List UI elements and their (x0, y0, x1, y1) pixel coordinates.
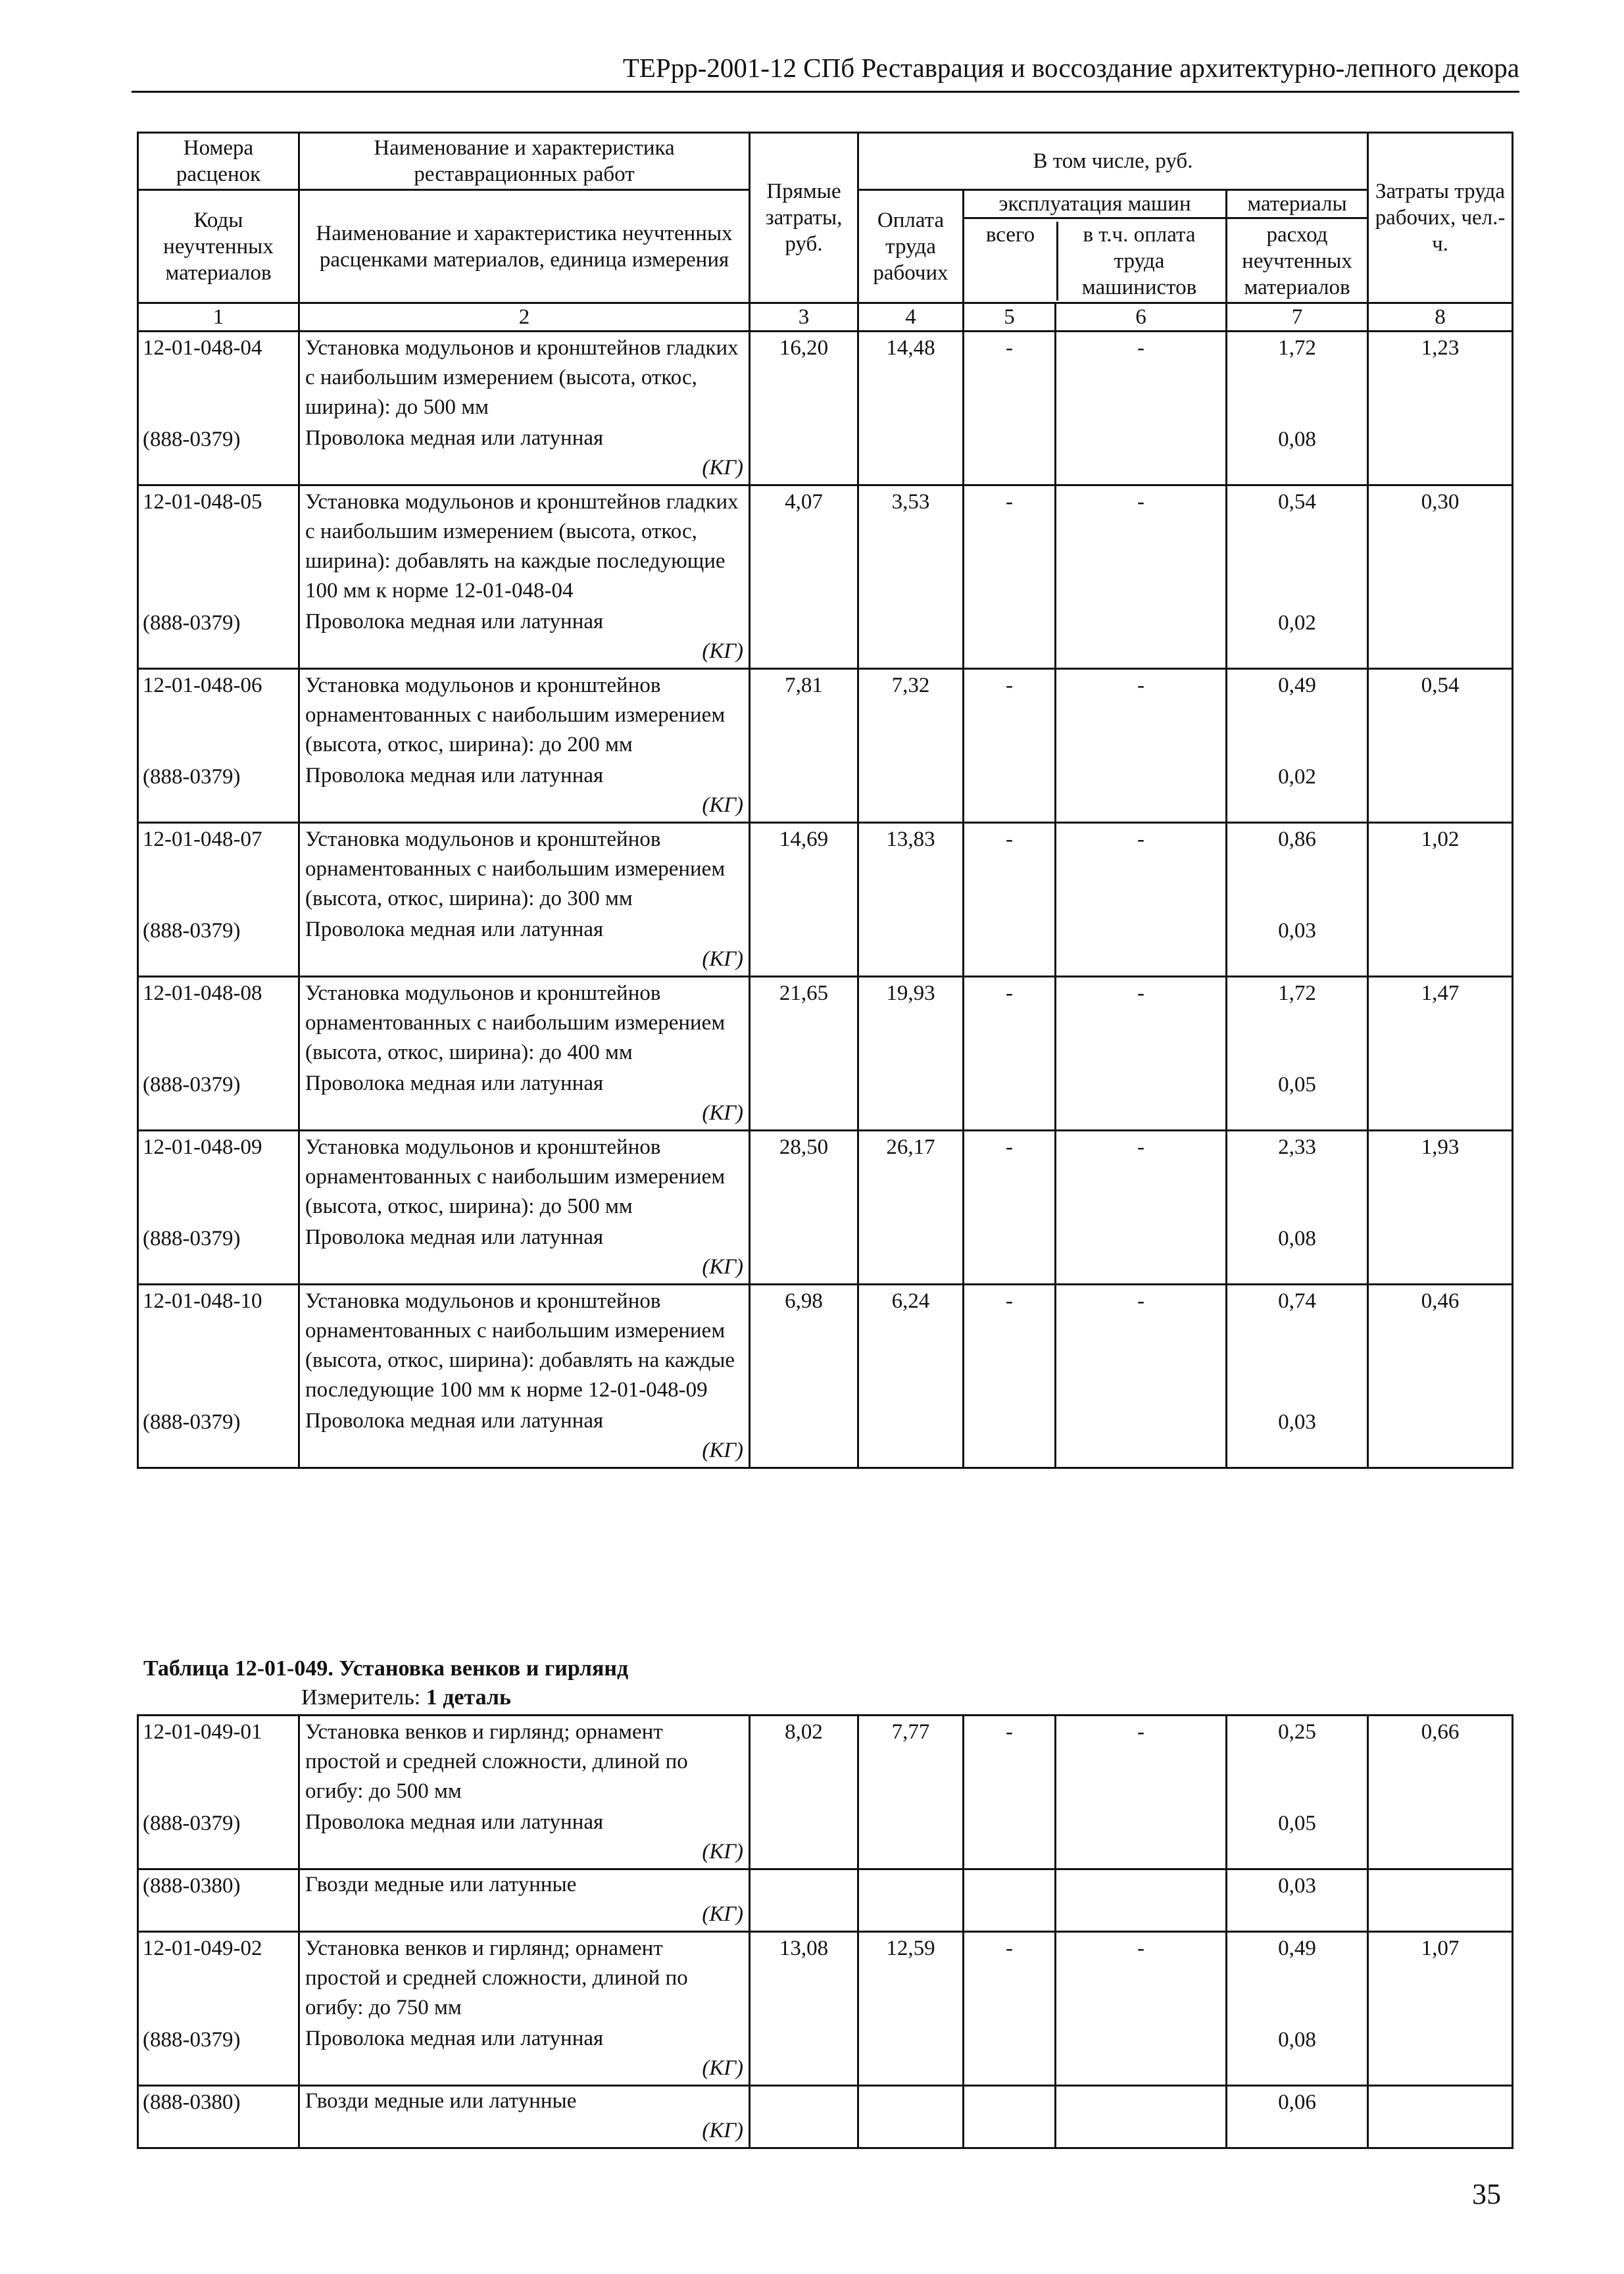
empty-cell (964, 2086, 1056, 2148)
rate-name: Установка венков и гирлянд; орнамент простой и средней сложности, длиной по огибу: до 500 мм (299, 1716, 750, 1808)
empty-cell (1368, 1406, 1513, 1468)
column-number: 5 (964, 303, 1056, 332)
material-unit: (КГ) (702, 639, 743, 663)
empty-cell (858, 761, 964, 823)
machines-total: - (964, 1285, 1056, 1407)
material-unit: (КГ) (702, 2119, 743, 2142)
machines-pay: - (1056, 669, 1227, 762)
empty-cell (964, 761, 1056, 823)
meter-label: Измеритель: (301, 1685, 421, 1710)
column-number: 8 (1368, 303, 1513, 332)
empty-cell (1368, 761, 1513, 823)
empty-cell (964, 607, 1056, 669)
empty-cell (1368, 915, 1513, 977)
labor-pay: 14,48 (858, 332, 964, 424)
col-code-bottom: Коды неучтенных материалов (138, 190, 299, 303)
material-qty: 0,03 (1227, 915, 1368, 977)
table-meter (143, 1683, 628, 1712)
empty-cell (858, 607, 964, 669)
material-row (138, 607, 1513, 669)
empty-cell (964, 1069, 1056, 1131)
material-code: (888-0379) (138, 1223, 299, 1285)
materials-cost: 1,72 (1227, 977, 1368, 1070)
col-machines (964, 190, 1227, 303)
column-numbers (138, 303, 1513, 332)
empty-cell (964, 424, 1056, 485)
machines-total: - (964, 1932, 1056, 2025)
direct-cost: 28,50 (750, 1131, 858, 1224)
page-header: ТЕРрр-2001-12 СПб Реставрация и воссоздание архитектурно-лепного декора (132, 51, 1519, 93)
direct-cost: 13,08 (750, 1932, 858, 2025)
machines-total: - (964, 1131, 1056, 1224)
empty-cell (964, 1406, 1056, 1468)
empty-cell (1368, 1808, 1513, 1869)
empty-cell (1056, 1069, 1227, 1131)
machines-pay: - (1056, 332, 1227, 424)
materials-cost: 0,25 (1227, 1716, 1368, 1808)
rate-code: 12-01-048-06 (138, 669, 299, 762)
labor-hours: 0,66 (1368, 1716, 1513, 1808)
material-code: (888-0379) (138, 424, 299, 485)
column-number: 1 (138, 303, 299, 332)
empty-cell (1368, 2086, 1513, 2148)
empty-cell (1056, 1223, 1227, 1285)
empty-cell (750, 1406, 858, 1468)
material-qty: 0,02 (1227, 607, 1368, 669)
empty-cell (750, 2024, 858, 2086)
machines-pay: - (1056, 1285, 1227, 1407)
col-materials-sub: расход неучтенных материалов (1242, 223, 1352, 299)
material-row (138, 2024, 1513, 2086)
material-name-text: Проволока медная или латунная (305, 918, 604, 941)
material-name-text: Проволока медная или латунная (305, 2027, 604, 2050)
col-labor: Затраты труда рабочих, чел.-ч. (1368, 133, 1513, 303)
materials-cost: 2,33 (1227, 1131, 1368, 1224)
rate-name: Установка модульонов и кронштейнов гладких с наибольшим измерением (высота, откос, ширина): добавлять на каждые последующие 100 мм к норме 12-01-048-04 (299, 485, 750, 608)
col-incl: В том числе, руб. (858, 133, 1368, 190)
material-row (138, 1069, 1513, 1131)
labor-pay: 3,53 (858, 485, 964, 608)
material-name (299, 607, 750, 669)
page-number: 35 (1472, 2178, 1501, 2210)
empty-cell (858, 1223, 964, 1285)
table-row (138, 669, 1513, 762)
table-caption (143, 1654, 628, 1712)
material-name (299, 1808, 750, 1869)
material-qty: 0,05 (1227, 1808, 1368, 1869)
col-name-bottom: Наименование и характеристика неучтенных расценками материалов, единица измерения (299, 190, 750, 303)
empty-cell (1056, 2024, 1227, 2086)
material-qty: 0,06 (1227, 2086, 1368, 2148)
empty-cell (858, 2024, 964, 2086)
table-row (138, 332, 1513, 424)
material-qty: 0,08 (1227, 424, 1368, 485)
empty-cell (1056, 424, 1227, 485)
table-row (138, 485, 1513, 608)
material-unit: (КГ) (702, 1840, 743, 1864)
table-row (138, 1131, 1513, 1224)
empty-cell (964, 1808, 1056, 1869)
material-name-text: Гвозди медные или латунные (305, 1873, 577, 1896)
rate-name: Установка модульонов и кронштейнов орнаментованных с наибольшим измерением (высота, откос, ширина): до 400 мм (299, 977, 750, 1070)
material-row (138, 915, 1513, 977)
material-name (299, 1869, 750, 1932)
empty-cell (1368, 1069, 1513, 1131)
empty-cell (964, 1869, 1056, 1932)
material-name-text: Гвозди медные или латунные (305, 2089, 577, 2113)
materials-cost: 0,74 (1227, 1285, 1368, 1407)
labor-hours: 0,30 (1368, 485, 1513, 608)
rate-code: 12-01-048-07 (138, 823, 299, 916)
material-code: (888-0379) (138, 1406, 299, 1468)
labor-hours: 1,47 (1368, 977, 1513, 1070)
empty-cell (964, 915, 1056, 977)
col-machines-total: всего (964, 222, 1058, 301)
material-name (299, 761, 750, 823)
labor-pay: 7,32 (858, 669, 964, 762)
rate-code: 12-01-049-01 (138, 1716, 299, 1808)
direct-cost: 6,98 (750, 1285, 858, 1407)
rate-name: Установка модульонов и кронштейнов гладких с наибольшим измерением (высота, откос, ширина): до 500 мм (299, 332, 750, 424)
labor-pay: 13,83 (858, 823, 964, 916)
material-unit: (КГ) (702, 1902, 743, 1926)
empty-cell (1056, 1808, 1227, 1869)
material-unit: (КГ) (702, 456, 743, 480)
empty-cell (1368, 1869, 1513, 1932)
labor-hours: 1,02 (1368, 823, 1513, 916)
machines-pay: - (1056, 1716, 1227, 1808)
table-title: Таблица 12-01-049. Установка венков и гирлянд (143, 1656, 629, 1681)
material-unit: (КГ) (702, 1101, 743, 1125)
empty-cell (858, 915, 964, 977)
machines-pay: - (1056, 823, 1227, 916)
empty-cell (858, 1406, 964, 1468)
rate-code: 12-01-049-02 (138, 1932, 299, 2025)
material-name-text: Проволока медная или латунная (305, 1072, 604, 1095)
material-name-text: Проволока медная или латунная (305, 610, 604, 633)
col-code-top: Номера расценок (138, 133, 299, 190)
material-name-text: Проволока медная или латунная (305, 426, 604, 450)
machines-total: - (964, 977, 1056, 1070)
materials-cost: 0,49 (1227, 669, 1368, 762)
direct-cost: 14,69 (750, 823, 858, 916)
empty-cell (1368, 607, 1513, 669)
material-code: (888-0379) (138, 2024, 299, 2086)
empty-cell (1368, 1223, 1513, 1285)
machines-total: - (964, 669, 1056, 762)
empty-cell (964, 2024, 1056, 2086)
labor-pay: 12,59 (858, 1932, 964, 2025)
table-row (138, 1716, 1513, 1808)
machines-total: - (964, 1716, 1056, 1808)
col-machines-pay: в т.ч. оплата труда машинистов (1081, 223, 1197, 299)
material-unit: (КГ) (702, 793, 743, 817)
labor-hours: 1,93 (1368, 1131, 1513, 1224)
labor-hours: 1,07 (1368, 1932, 1513, 2025)
material-row (138, 2086, 1513, 2148)
col-labor-pay: Оплата труда рабочих (858, 190, 964, 303)
table-row (138, 1932, 1513, 2025)
empty-cell (858, 2086, 964, 2148)
machines-total: - (964, 332, 1056, 424)
material-qty: 0,08 (1227, 2024, 1368, 2086)
column-number: 6 (1056, 303, 1227, 332)
materials-cost: 0,86 (1227, 823, 1368, 916)
empty-cell (1056, 761, 1227, 823)
material-name-text: Проволока медная или латунная (305, 1810, 604, 1834)
material-unit: (КГ) (702, 1255, 743, 1279)
rate-code: 12-01-048-09 (138, 1131, 299, 1224)
labor-hours: 1,23 (1368, 332, 1513, 424)
empty-cell (750, 1808, 858, 1869)
material-unit: (КГ) (702, 1439, 743, 1462)
labor-hours: 0,46 (1368, 1285, 1513, 1407)
material-row (138, 1406, 1513, 1468)
col-materials-title: материалы (1227, 191, 1367, 219)
col-name-top: Наименование и характеристика реставрационных работ (299, 133, 750, 190)
rate-name: Установка модульонов и кронштейнов орнаментованных с наибольшим измерением (высота, откос, ширина): до 500 мм (299, 1131, 750, 1224)
material-name-text: Проволока медная или латунная (305, 764, 604, 787)
table-row (138, 1285, 1513, 1407)
material-qty: 0,03 (1227, 1406, 1368, 1468)
empty-cell (750, 1069, 858, 1131)
table-body (138, 1716, 1513, 2148)
material-code: (888-0379) (138, 607, 299, 669)
rate-code: 12-01-048-04 (138, 332, 299, 424)
direct-cost: 4,07 (750, 485, 858, 608)
empty-cell (750, 915, 858, 977)
material-name (299, 424, 750, 485)
material-qty: 0,03 (1227, 1869, 1368, 1932)
table-body (138, 332, 1513, 1468)
empty-cell (1056, 1869, 1227, 1932)
rates-table-048 (137, 132, 1512, 1469)
material-code: (888-0380) (138, 2086, 299, 2148)
column-number: 7 (1227, 303, 1368, 332)
col-materials (1227, 190, 1368, 303)
empty-cell (750, 1869, 858, 1932)
labor-pay: 6,24 (858, 1285, 964, 1407)
direct-cost: 7,81 (750, 669, 858, 762)
material-name (299, 915, 750, 977)
material-qty: 0,08 (1227, 1223, 1368, 1285)
machines-pay: - (1056, 485, 1227, 608)
rate-name: Установка модульонов и кронштейнов орнаментованных с наибольшим измерением (высота, откос, ширина): до 200 мм (299, 669, 750, 762)
col-machines-title: эксплуатация машин (964, 191, 1225, 219)
material-name-text: Проволока медная или латунная (305, 1409, 604, 1433)
rate-code: 12-01-048-08 (138, 977, 299, 1070)
materials-cost: 0,49 (1227, 1932, 1368, 2025)
material-name (299, 1223, 750, 1285)
empty-cell (1368, 424, 1513, 485)
rate-name: Установка модульонов и кронштейнов орнаментованных с наибольшим измерением (высота, откос, ширина): до 300 мм (299, 823, 750, 916)
material-name-text: Проволока медная или латунная (305, 1225, 604, 1249)
col-direct: Прямые затраты, руб. (750, 133, 858, 303)
rate-code: 12-01-048-05 (138, 485, 299, 608)
empty-cell (1056, 915, 1227, 977)
table-row (138, 977, 1513, 1070)
material-row (138, 1808, 1513, 1869)
rates-table-049 (137, 1714, 1512, 2149)
material-name (299, 1406, 750, 1468)
empty-cell (750, 761, 858, 823)
labor-pay: 7,77 (858, 1716, 964, 1808)
column-number: 4 (858, 303, 964, 332)
empty-cell (1056, 607, 1227, 669)
table-header (138, 133, 1513, 332)
materials-cost: 0,54 (1227, 485, 1368, 608)
empty-cell (750, 424, 858, 485)
material-row (138, 1869, 1513, 1932)
meter-value: 1 деталь (426, 1685, 511, 1710)
material-code: (888-0379) (138, 915, 299, 977)
empty-cell (750, 2086, 858, 2148)
empty-cell (750, 1223, 858, 1285)
column-number: 2 (299, 303, 750, 332)
machines-pay: - (1056, 1932, 1227, 2025)
materials-cost: 1,72 (1227, 332, 1368, 424)
empty-cell (1056, 1406, 1227, 1468)
empty-cell (858, 424, 964, 485)
empty-cell (858, 1869, 964, 1932)
empty-cell (1056, 2086, 1227, 2148)
empty-cell (858, 1808, 964, 1869)
direct-cost: 21,65 (750, 977, 858, 1070)
empty-cell (964, 1223, 1056, 1285)
rate-name: Установка венков и гирлянд; орнамент простой и средней сложности, длиной по огибу: до 750 мм (299, 1932, 750, 2025)
material-code: (888-0379) (138, 761, 299, 823)
empty-cell (750, 607, 858, 669)
machines-total: - (964, 485, 1056, 608)
labor-pay: 19,93 (858, 977, 964, 1070)
material-qty: 0,02 (1227, 761, 1368, 823)
material-code: (888-0379) (138, 1069, 299, 1131)
machines-pay: - (1056, 1131, 1227, 1224)
empty-cell (1368, 2024, 1513, 2086)
machines-total: - (964, 823, 1056, 916)
empty-cell (858, 1069, 964, 1131)
material-unit: (КГ) (702, 2056, 743, 2080)
labor-pay: 26,17 (858, 1131, 964, 1224)
material-unit: (КГ) (702, 947, 743, 971)
material-code: (888-0379) (138, 1808, 299, 1869)
rate-name: Установка модульонов и кронштейнов орнаментованных с наибольшим измерением (высота, откос, ширина): добавлять на каждые последующие 100 мм к норме 12-01-048-09 (299, 1285, 750, 1407)
machines-pay: - (1056, 977, 1227, 1070)
material-row (138, 1223, 1513, 1285)
material-row (138, 424, 1513, 485)
labor-hours: 0,54 (1368, 669, 1513, 762)
column-number: 3 (750, 303, 858, 332)
direct-cost: 16,20 (750, 332, 858, 424)
material-row (138, 761, 1513, 823)
material-name (299, 2086, 750, 2148)
direct-cost: 8,02 (750, 1716, 858, 1808)
material-code: (888-0380) (138, 1869, 299, 1932)
material-qty: 0,05 (1227, 1069, 1368, 1131)
rate-code: 12-01-048-10 (138, 1285, 299, 1407)
material-name (299, 2024, 750, 2086)
table-row (138, 823, 1513, 916)
material-name (299, 1069, 750, 1131)
